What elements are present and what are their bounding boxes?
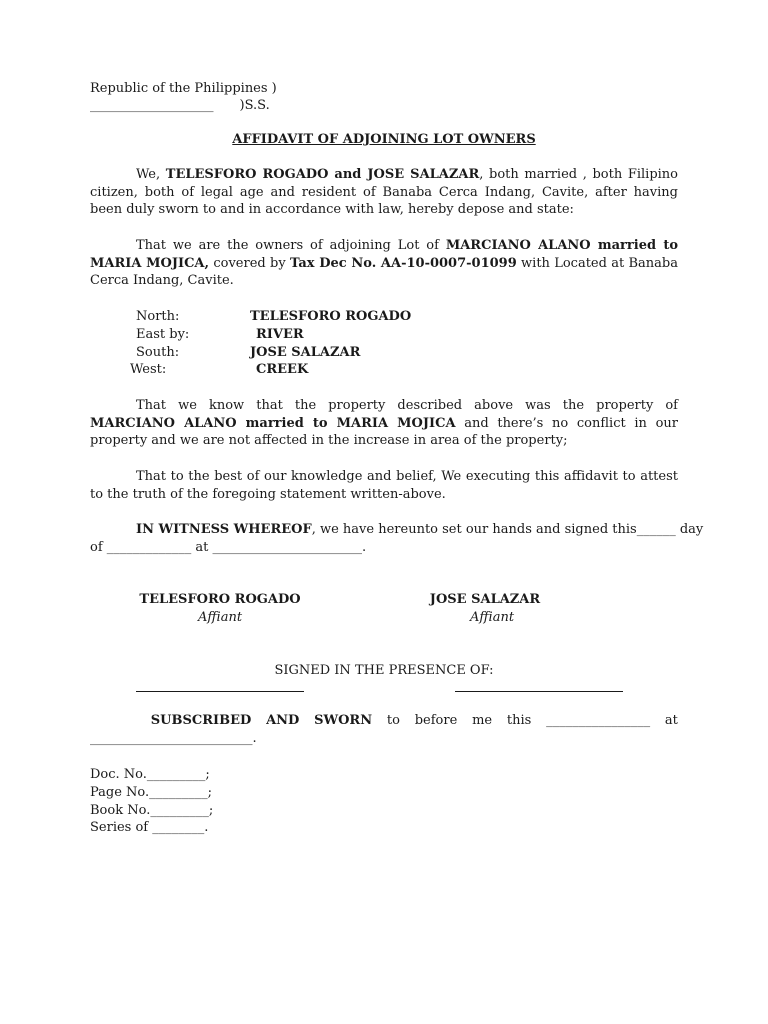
boundary-label: East by:	[136, 327, 190, 342]
doc-no: Doc. No._________;	[90, 767, 210, 782]
witness-signature-line-2	[455, 691, 623, 692]
paragraph-affiants	[90, 166, 678, 219]
affiant-1-name: TELESFORO ROGADO	[139, 592, 301, 607]
affiant-names: TELESFORO ROGADO and JOSE SALAZAR	[165, 167, 480, 182]
witness-whereof: IN WITNESS WHEREOF	[136, 522, 312, 537]
boundary-label: West:	[130, 362, 167, 377]
para3-post: and there’s no conflict in our property and we are not affected in the increase in area of the property;	[90, 415, 678, 448]
sworn-word: SUBSCRIBED	[150, 713, 252, 728]
series-of: Series of ________.	[90, 820, 209, 835]
sworn-line	[90, 712, 678, 730]
venue-ss: )S.S.	[239, 98, 270, 113]
property-owner: MARCIANO ALANO married to MARIA MOJICA	[90, 415, 456, 431]
para3-pre: That we know that the property described above was the property of	[136, 398, 678, 413]
para2-pre: That we are the owners of adjoining Lot of	[136, 238, 446, 253]
document-title: AFFIDAVIT OF ADJOINING LOT OWNERS	[232, 132, 536, 147]
para1-pre: We,	[136, 167, 166, 182]
paragraph-knowledge: That to the best of our knowledge and belief, We executing this affidavit to attest to the truth of the foregoing statement written-above.	[90, 469, 678, 502]
boundary-value: CREEK	[256, 362, 309, 377]
para1-post: , both married , both Filipino citizen, both of legal age and resident of Banaba Cerca Indang, Cavite, after having been duly sworn to and in accordance with law, hereby depose and state:	[90, 167, 679, 217]
witness-heading: SIGNED IN THE PRESENCE OF:	[274, 663, 494, 678]
para2-post: with Located at Banaba Cerca Indang, Cavite.	[90, 255, 678, 288]
boundary-label: South:	[136, 345, 180, 360]
page-no: Page No._________;	[90, 785, 213, 800]
boundary-value: JOSE SALAZAR	[250, 345, 361, 360]
paragraph-property	[90, 397, 678, 450]
witness-line-2: of _____________ at _______________________.	[90, 540, 367, 555]
sworn-word: before	[414, 713, 458, 728]
sworn-line-2: _________________________.	[90, 731, 257, 746]
boundary-value: RIVER	[256, 327, 304, 342]
sworn-word: AND	[266, 713, 300, 728]
affiant-2-name: JOSE SALAZAR	[429, 592, 541, 607]
book-no: Book No._________;	[90, 803, 214, 818]
affiant-2-role: Affiant	[469, 610, 515, 625]
witness-line-1	[136, 521, 703, 539]
sworn-word: this	[506, 713, 532, 728]
sworn-word: at	[664, 713, 678, 728]
lot-owner: MARCIANO ALANO married to MARIA MOJICA,	[90, 238, 679, 271]
venue-line-2	[90, 97, 270, 115]
sworn-word: me	[472, 713, 493, 728]
sworn-word: to	[386, 713, 400, 728]
para2-mid: covered by	[209, 255, 290, 271]
witness-signature-line-1	[136, 691, 304, 692]
boundary-label: North:	[136, 309, 180, 324]
venue-blank: ___________________	[90, 98, 214, 113]
paragraph-ownership	[90, 237, 678, 290]
witness-text: , we have hereunto set our hands and signed this______ day	[311, 522, 704, 537]
sworn-word: SWORN	[314, 713, 373, 728]
boundary-value: TELESFORO ROGADO	[250, 309, 412, 324]
affiant-1-role: Affiant	[197, 610, 243, 625]
venue-line-1: Republic of the Philippines )	[90, 81, 277, 96]
tax-dec-number: Tax Dec No. AA-10-0007-01099	[289, 255, 517, 271]
sworn-blank: ________________	[546, 713, 651, 728]
